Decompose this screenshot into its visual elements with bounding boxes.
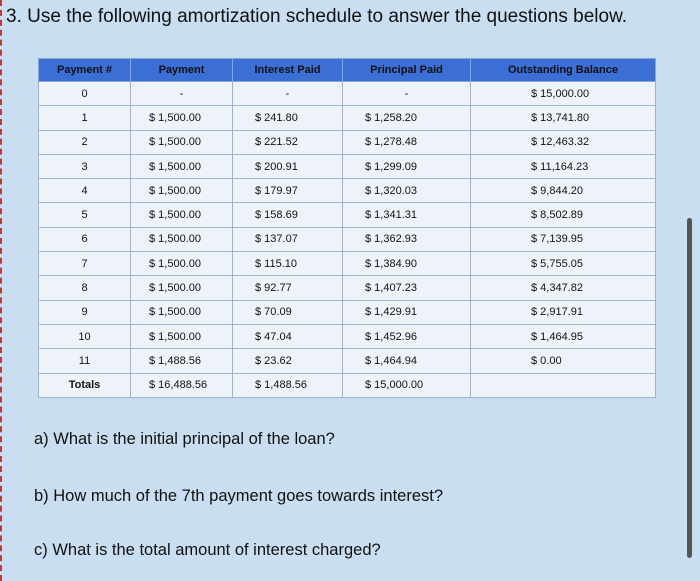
question-b: b) How much of the 7th payment goes towards interest? [34, 487, 444, 505]
payment-number-cell: 5 [39, 203, 131, 227]
principal-paid-cell: $ 1,464.94 [343, 349, 471, 373]
payment-number-cell: 8 [39, 276, 131, 300]
amortization-table [38, 58, 656, 398]
table-row [39, 276, 656, 300]
totals-principal-paid-cell: $ 15,000.00 [343, 373, 471, 397]
principal-paid-cell: $ 1,341.31 [343, 203, 471, 227]
payment-number-cell: 2 [39, 130, 131, 154]
payment-cell: $ 1,500.00 [131, 203, 233, 227]
table-row [39, 154, 656, 178]
balance-cell: $ 4,347.82 [471, 276, 656, 300]
balance-cell: $ 15,000.00 [471, 82, 656, 106]
principal-paid-cell: - [343, 82, 471, 106]
interest-paid-cell: $ 92.77 [233, 276, 343, 300]
balance-cell: $ 0.00 [471, 349, 656, 373]
table-row [39, 203, 656, 227]
interest-paid-cell: $ 158.69 [233, 203, 343, 227]
table-row [39, 179, 656, 203]
principal-paid-cell: $ 1,299.09 [343, 154, 471, 178]
interest-paid-cell: - [233, 82, 343, 106]
interest-paid-cell: $ 115.10 [233, 252, 343, 276]
interest-paid-cell: $ 179.97 [233, 179, 343, 203]
table-row [39, 130, 656, 154]
balance-cell: $ 5,755.05 [471, 252, 656, 276]
payment-number-cell: 0 [39, 82, 131, 106]
principal-paid-cell: $ 1,362.93 [343, 227, 471, 251]
balance-cell: $ 12,463.32 [471, 130, 656, 154]
payment-cell: - [131, 82, 233, 106]
header-principal-paid: Principal Paid [343, 59, 471, 82]
balance-cell: $ 7,139.95 [471, 227, 656, 251]
totals-interest-paid-cell: $ 1,488.56 [233, 373, 343, 397]
payment-number-cell: 11 [39, 349, 131, 373]
table-row [39, 349, 656, 373]
table-row [39, 82, 656, 106]
header-outstanding-balance: Outstanding Balance [471, 59, 656, 82]
totals-balance-cell [471, 373, 656, 397]
principal-paid-cell: $ 1,258.20 [343, 106, 471, 130]
payment-number-cell: 10 [39, 324, 131, 348]
scrollbar[interactable] [687, 218, 692, 558]
interest-paid-cell: $ 137.07 [233, 227, 343, 251]
table-header-row [39, 59, 656, 82]
payment-number-cell: 3 [39, 154, 131, 178]
principal-paid-cell: $ 1,320.03 [343, 179, 471, 203]
totals-payment-cell: $ 16,488.56 [131, 373, 233, 397]
payment-cell: $ 1,488.56 [131, 349, 233, 373]
payment-number-cell: 9 [39, 300, 131, 324]
payment-number-cell: 6 [39, 227, 131, 251]
payment-cell: $ 1,500.00 [131, 324, 233, 348]
payment-number-cell: 1 [39, 106, 131, 130]
principal-paid-cell: $ 1,452.96 [343, 324, 471, 348]
question-a: a) What is the initial principal of the loan? [34, 430, 335, 448]
payment-number-cell: 4 [39, 179, 131, 203]
payment-cell: $ 1,500.00 [131, 154, 233, 178]
interest-paid-cell: $ 241.80 [233, 106, 343, 130]
table-row [39, 106, 656, 130]
principal-paid-cell: $ 1,429.91 [343, 300, 471, 324]
balance-cell: $ 9,844.20 [471, 179, 656, 203]
table-row [39, 227, 656, 251]
payment-number-cell: 7 [39, 252, 131, 276]
principal-paid-cell: $ 1,384.90 [343, 252, 471, 276]
balance-cell: $ 13,741.80 [471, 106, 656, 130]
question-c: c) What is the total amount of interest charged? [34, 541, 381, 559]
balance-cell: $ 8,502.89 [471, 203, 656, 227]
table-row [39, 300, 656, 324]
page-left-border [0, 0, 4, 581]
payment-cell: $ 1,500.00 [131, 276, 233, 300]
header-interest-paid: Interest Paid [233, 59, 343, 82]
payment-cell: $ 1,500.00 [131, 179, 233, 203]
header-payment: Payment [131, 59, 233, 82]
balance-cell: $ 2,917.91 [471, 300, 656, 324]
balance-cell: $ 11,164.23 [471, 154, 656, 178]
header-payment-number: Payment # [39, 59, 131, 82]
principal-paid-cell: $ 1,407.23 [343, 276, 471, 300]
payment-cell: $ 1,500.00 [131, 106, 233, 130]
interest-paid-cell: $ 47.04 [233, 324, 343, 348]
table-row [39, 252, 656, 276]
payment-cell: $ 1,500.00 [131, 130, 233, 154]
payment-cell: $ 1,500.00 [131, 300, 233, 324]
totals-row [39, 373, 656, 397]
interest-paid-cell: $ 70.09 [233, 300, 343, 324]
interest-paid-cell: $ 221.52 [233, 130, 343, 154]
principal-paid-cell: $ 1,278.48 [343, 130, 471, 154]
balance-cell: $ 1,464.95 [471, 324, 656, 348]
payment-cell: $ 1,500.00 [131, 227, 233, 251]
totals-label: Totals [39, 373, 131, 397]
table-row [39, 324, 656, 348]
interest-paid-cell: $ 200.91 [233, 154, 343, 178]
page-title: 3. Use the following amortization schedule to answer the questions below. [6, 6, 628, 27]
interest-paid-cell: $ 23.62 [233, 349, 343, 373]
payment-cell: $ 1,500.00 [131, 252, 233, 276]
